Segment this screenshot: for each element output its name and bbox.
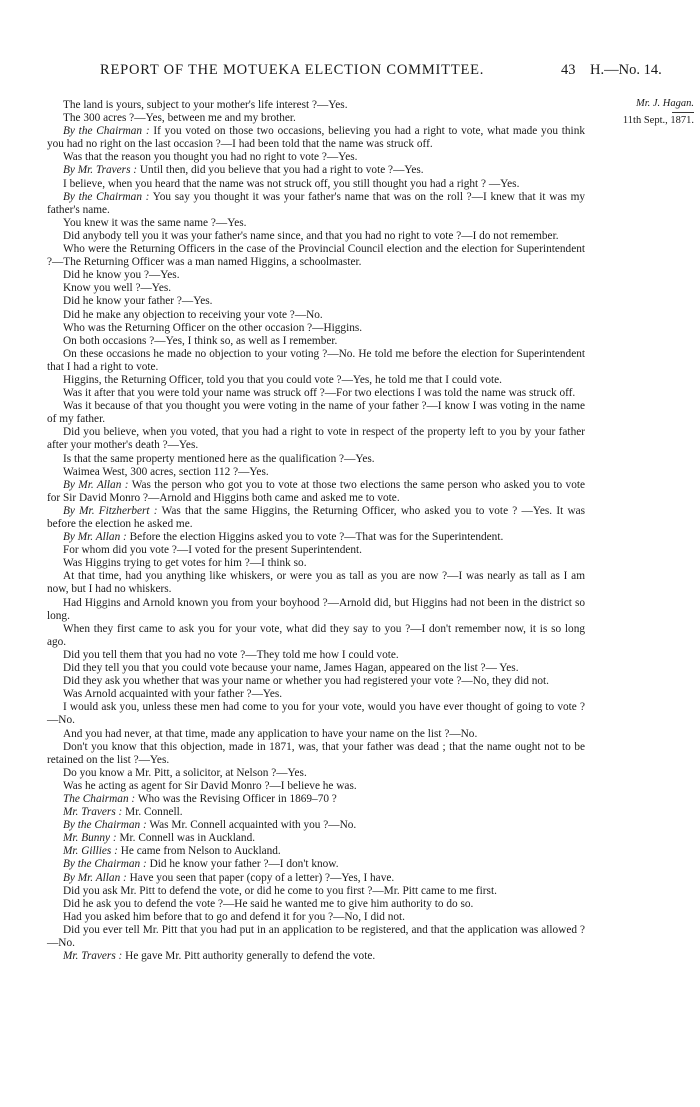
evidence-paragraph — [47, 217, 585, 230]
speaker-label: Mr. Travers : — [63, 806, 123, 819]
speaker-label: By Mr. Travers : — [63, 164, 138, 177]
paragraph-text: Did he know your father ?—I don't know. — [149, 858, 339, 871]
evidence-paragraph — [47, 151, 585, 164]
page-number: 43 — [561, 62, 576, 78]
evidence-paragraph — [47, 767, 585, 780]
paragraph-text: Have you seen that paper (copy of a letter) ?—Yes, I have. — [129, 871, 395, 884]
paragraph-text: Did he know your father ?—Yes. — [63, 295, 213, 308]
evidence-paragraph — [47, 426, 585, 452]
evidence-paragraph — [47, 374, 585, 387]
evidence-paragraph — [47, 728, 585, 741]
evidence-paragraph — [47, 858, 585, 871]
paragraph-text: Was Mr. Connell acquainted with you ?—No. — [149, 819, 357, 832]
paragraph-text: Was the person who got you to vote at those two elections the same person who asked you to vote for Sir David Monro ?—Arnold and Higgins both came and asked me to vote. — [47, 478, 585, 504]
paragraph-text: I believe, when you heard that the name was not struck off, you still thought you had a right ? —Yes. — [63, 177, 520, 190]
speaker-label: Mr. Travers : — [63, 950, 123, 963]
evidence-paragraph — [47, 845, 585, 858]
evidence-paragraph — [47, 872, 585, 885]
paragraph-text: Had you asked him before that to go and defend it for you ?—No, I did not. — [63, 910, 405, 923]
paragraph-text: You say you thought it was your father's name that was on the roll ?—I knew that it was my father's name. — [47, 190, 585, 216]
evidence-paragraph — [47, 898, 585, 911]
paragraph-text: Was it after that you were told your name was struck off ?—For two elections I was told the name was struck off. — [63, 387, 576, 400]
evidence-paragraph — [47, 701, 585, 727]
evidence-paragraph — [47, 675, 585, 688]
report-title: REPORT OF THE MOTUEKA ELECTION COMMITTEE. — [100, 62, 485, 78]
paragraph-text: Had Higgins and Arnold known you from your boyhood ?—Arnold did, but Higgins had not been in the district so long. — [47, 596, 585, 622]
speaker-label: By the Chairman : — [63, 190, 150, 203]
paragraph-text: Who was the Revising Officer in 1869–70 ? — [137, 792, 337, 805]
paragraph-text: Was Arnold acquainted with your father ?—Yes. — [63, 688, 283, 701]
evidence-paragraph — [47, 230, 585, 243]
evidence-paragraph — [47, 335, 585, 348]
evidence-paragraph — [47, 911, 585, 924]
paragraph-text: Don't you know that this objection, made in 1871, was, that your father was dead ; that the name ought not to be retained on the list ?—Yes. — [47, 740, 585, 766]
evidence-paragraph — [47, 282, 585, 295]
evidence-paragraph — [47, 164, 585, 177]
evidence-paragraph — [47, 544, 585, 557]
evidence-paragraph — [47, 322, 585, 335]
speaker-label: By the Chairman : — [63, 819, 147, 832]
page-header — [0, 62, 700, 84]
paragraph-text: Was that the same Higgins, the Returning Officer, who asked you to vote ? —Yes. It was before the election he asked me. — [47, 504, 586, 530]
speaker-label: Mr. Gillies : — [63, 845, 118, 858]
evidence-paragraph — [47, 125, 585, 151]
paragraph-text: When they first came to ask you for your vote, what did they say to you ?—I don't remember now, it is so long ago. — [47, 622, 585, 648]
evidence-paragraph — [47, 479, 585, 505]
paragraph-text: The 300 acres ?—Yes, between me and my brother. — [63, 112, 296, 125]
paragraph-text: Was he acting as agent for Sir David Monro ?—I believe he was. — [63, 779, 357, 792]
paragraph-text: Mr. Connell was in Auckland. — [119, 832, 256, 845]
paragraph-text: For whom did you vote ?—I voted for the present Superintendent. — [63, 544, 362, 557]
paragraph-text: Until then, did you believe that you had a right to vote ?—Yes. — [139, 164, 424, 177]
paragraph-text: Did you tell them that you had no vote ?—They told me how I could vote. — [63, 648, 399, 661]
paragraph-text: Did you ever tell Mr. Pitt that you had put in an application to be registered, and that the application was allowed ?—No. — [47, 923, 585, 949]
evidence-paragraph — [47, 178, 585, 191]
paragraph-text: Did they ask you whether that was your name or whether you had registered your vote ?—No, they did not. — [63, 675, 549, 688]
evidence-paragraph — [47, 505, 585, 531]
paragraph-text: On both occasions ?—Yes, I think so, as well as I remember. — [63, 334, 338, 347]
evidence-paragraph — [47, 453, 585, 466]
speaker-label: Mr. Bunny : — [63, 832, 117, 845]
paragraph-text: Know you well ?—Yes. — [63, 282, 172, 295]
evidence-paragraph — [47, 112, 585, 125]
paragraph-text: The land is yours, subject to your mother's life interest ?—Yes. — [63, 99, 348, 111]
evidence-date: 11th Sept., 1871. — [622, 115, 694, 126]
paragraph-text: At that time, had you anything like whiskers, or were you as tall as you are now ?—I was nearly as tall as I am now, but I had no whiskers. — [47, 570, 585, 596]
evidence-paragraph — [47, 832, 585, 845]
paragraph-text: On these occasions he made no objection to your voting ?—No. He told me before the election for Superintendent that I had a right to vote. — [47, 347, 585, 373]
paragraph-text: He gave Mr. Pitt authority generally to defend the vote. — [125, 950, 376, 963]
speaker-label: By Mr. Allan : — [63, 531, 127, 544]
speaker-label: By Mr. Allan : — [63, 871, 127, 884]
paragraph-text: Did he ask you to defend the vote ?—He said he wanted me to give him authority to do so. — [63, 897, 474, 910]
evidence-paragraph — [47, 885, 585, 898]
paragraph-text: He came from Nelson to Auckland. — [120, 845, 281, 858]
paragraph-text: Do you know a Mr. Pitt, a solicitor, at Nelson ?—Yes. — [63, 766, 307, 779]
evidence-text — [47, 99, 585, 963]
evidence-paragraph — [47, 400, 585, 426]
evidence-paragraph — [47, 950, 585, 963]
evidence-paragraph — [47, 662, 585, 675]
evidence-paragraph — [47, 780, 585, 793]
paragraph-text: Higgins, the Returning Officer, told you that you could vote ?—Yes, he told me that I could vote. — [63, 373, 503, 386]
paragraph-text: Is that the same property mentioned here as the qualification ?—Yes. — [63, 452, 375, 465]
evidence-paragraph — [47, 924, 585, 950]
evidence-paragraph — [47, 649, 585, 662]
paragraph-text: Before the election Higgins asked you to vote ?—That was for the Superintendent. — [129, 531, 504, 544]
paragraph-text: I would ask you, unless these men had come to you for your vote, would you have ever thought of going to vote ?—No. — [47, 701, 585, 727]
evidence-paragraph — [47, 295, 585, 308]
evidence-paragraph — [47, 309, 585, 322]
evidence-paragraph — [47, 531, 585, 544]
speaker-label: By Mr. Allan : — [63, 478, 129, 491]
paragraph-text: And you had never, at that time, made any application to have your name on the list ?—No. — [63, 727, 478, 740]
witness-name: Mr. J. Hagan. — [635, 98, 694, 109]
paragraph-text: Who was the Returning Officer on the other occasion ?—Higgins. — [63, 321, 363, 334]
paragraph-text: Was it because of that you thought you were voting in the name of your father ?—I know I was voting in the name of my father. — [47, 400, 585, 426]
evidence-paragraph — [47, 819, 585, 832]
paragraph-text: Did he know you ?—Yes. — [63, 269, 180, 282]
paragraph-text: You knew it was the same name ?—Yes. — [63, 216, 247, 229]
evidence-paragraph — [47, 243, 585, 269]
paragraph-text: Waimea West, 300 acres, section 112 ?—Yes. — [63, 465, 269, 478]
paper-reference: H.—No. 14. — [590, 62, 662, 78]
paragraph-text: Was that the reason you thought you had no right to vote ?—Yes. — [63, 151, 358, 164]
paragraph-text: Did anybody tell you it was your father's name since, and that you had no right to vote ?—I do not remember. — [63, 229, 559, 242]
evidence-paragraph — [47, 806, 585, 819]
speaker-label: The Chairman : — [63, 792, 136, 805]
evidence-paragraph — [47, 348, 585, 374]
evidence-paragraph — [47, 741, 585, 767]
evidence-paragraph — [47, 793, 585, 806]
evidence-paragraph — [47, 191, 585, 217]
paragraph-text: Did he make any objection to receiving your vote ?—No. — [63, 308, 323, 321]
paragraph-text: Mr. Connell. — [125, 806, 183, 819]
evidence-paragraph — [47, 557, 585, 570]
margin-rule — [672, 112, 694, 113]
evidence-paragraph — [47, 269, 585, 282]
paragraph-text: If you voted on those two occasions, believing you had a right to vote, what made you think you had no right on the last occasion ?—I had been told that the name was struck off. — [47, 125, 585, 151]
evidence-paragraph — [47, 597, 585, 623]
evidence-paragraph — [47, 623, 585, 649]
paragraph-text: Who were the Returning Officers in the case of the Provincial Council election and the election for Superintendent ?—The Returning Officer was a man named Higgins, a schoolmaster. — [47, 243, 585, 269]
speaker-label: By the Chairman : — [63, 125, 150, 138]
evidence-paragraph — [47, 570, 585, 596]
evidence-paragraph — [47, 688, 585, 701]
speaker-label: By the Chairman : — [63, 858, 147, 871]
speaker-label: By Mr. Fitzherbert : — [63, 504, 158, 517]
evidence-paragraph — [47, 466, 585, 479]
paragraph-text: Did you ask Mr. Pitt to defend the vote, or did he come to you first ?—Mr. Pitt came to me first. — [63, 884, 497, 897]
paragraph-text: Was Higgins trying to get votes for him ?—I think so. — [63, 557, 307, 570]
paragraph-text: Did you believe, when you voted, that you had a right to vote in respect of the property left to you by your father after your mother's death ?—Yes. — [47, 426, 585, 452]
paragraph-text: Did they tell you that you could vote because your name, James Hagan, appeared on the list ?— Yes. — [63, 662, 519, 675]
evidence-paragraph — [47, 99, 585, 112]
margin-note — [584, 98, 694, 127]
evidence-paragraph — [47, 387, 585, 400]
